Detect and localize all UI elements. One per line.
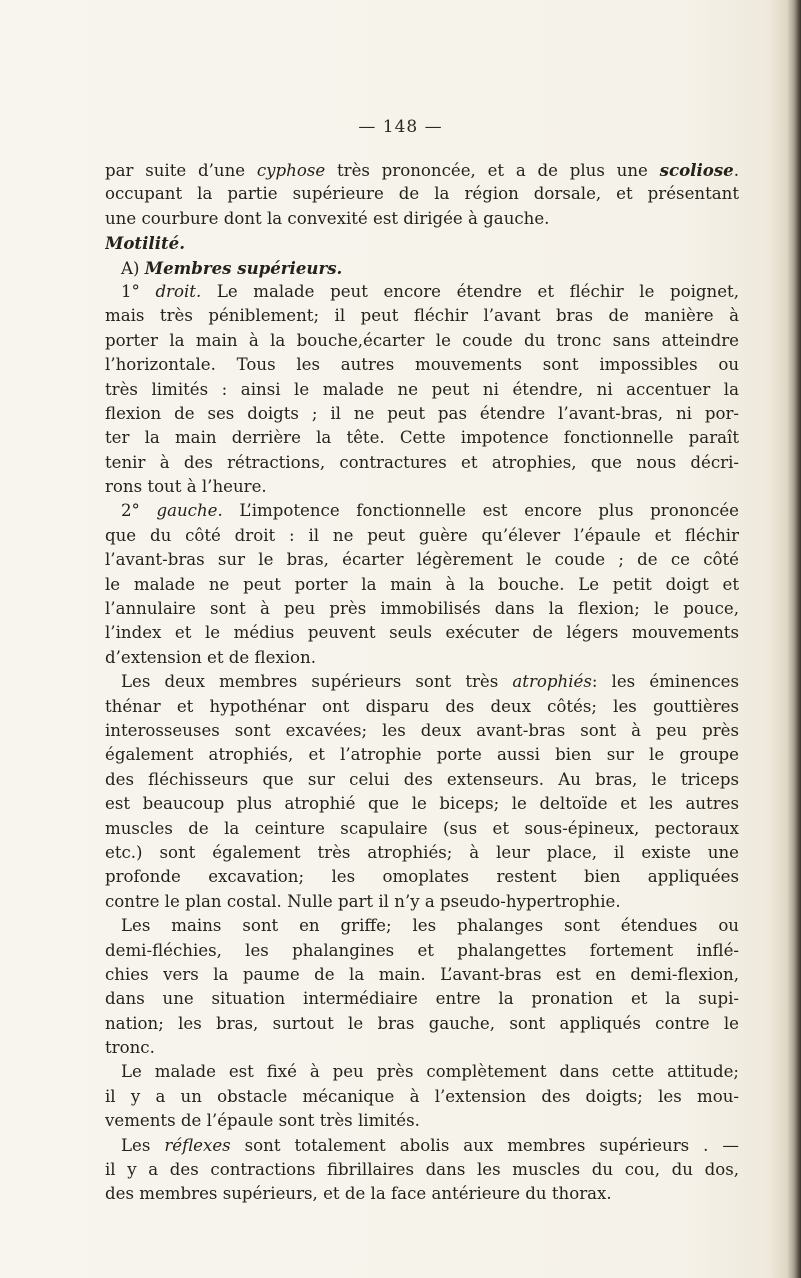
text-line: que du côté droit : il ne peut guère qu’élever l’épaule et fléchir <box>105 525 739 545</box>
text-line: des membres supérieurs, et de la face antérieure du thorax. <box>105 1184 612 1204</box>
text-line: il y a des contractions fibrillaires dans les muscles du cou, du dos, <box>105 1160 739 1180</box>
text-line: très limités : ainsi le malade ne peut ni étendre, ni accentuer la <box>105 379 739 399</box>
text-line: mais très péniblement; il peut fléchir l’avant bras de manière à <box>105 306 739 326</box>
section-heading: Motilité. <box>105 233 186 254</box>
text-line: thénar et hypothénar ont disparu des deux côtés; les gouttières <box>105 696 739 716</box>
text-line: des fléchisseurs que sur celui des extenseurs. Au bras, le triceps <box>105 769 739 789</box>
text-line: tenir à des rétractions, contractures et atrophies, que nous décri- <box>105 452 739 472</box>
text-line: muscles de la ceinture scapulaire (sus et sous-épineux, pectoraux <box>105 818 739 838</box>
text-line: profonde excavation; les omoplates restent bien appliquées <box>105 867 739 887</box>
text-line: Les mains sont en griffe; les phalanges sont étendues ou <box>121 916 739 936</box>
text-line: contre le plan costal. Nulle part il n’y a pseudo-hypertrophie. <box>105 891 621 911</box>
text-line: est beaucoup plus atrophié que le biceps; le deltoïde et les autres <box>105 794 739 814</box>
text-line: porter la main à la bouche,écarter le coude du tronc sans atteindre <box>105 330 739 350</box>
text-line: par suite d’une cyphose très prononcée, et a de plus une scoliose. <box>105 160 739 180</box>
text-line: rons tout à l’heure. <box>105 477 267 497</box>
text-line: il y a un obstacle mécanique à l’extension des doigts; les mou- <box>105 1086 739 1106</box>
text-line: l’horizontale. Tous les autres mouvements sont impossibles ou <box>105 355 739 375</box>
text-line: etc.) sont également très atrophiés; à leur place, il existe une <box>105 842 739 862</box>
text-line: 1° droit. Le malade peut encore étendre et fléchir le poignet, <box>121 281 739 301</box>
text-line: l’avant-bras sur le bras, écarter légèrement le coude ; de ce côté <box>105 550 739 570</box>
text-line: occupant la partie supérieure de la région dorsale, et présentant <box>105 184 739 204</box>
text-line: Les réflexes sont totalement abolis aux membres supérieurs . — <box>121 1135 739 1155</box>
text-line: une courbure dont la convexité est dirigée à gauche. <box>105 208 550 228</box>
text-line: d’extension et de flexion. <box>105 647 317 667</box>
text-line: chies vers la paume de la main. L’avant-bras est en demi-flexion, <box>105 964 739 984</box>
text-line: Le malade est fixé à peu près complètement dans cette attitude; <box>121 1062 739 1082</box>
body-text <box>105 158 739 1207</box>
text-line: nation; les bras, surtout le bras gauche, sont appliqués contre le <box>105 1013 739 1033</box>
text-line: Les deux membres supérieurs sont très atrophiés: les éminences <box>121 672 739 692</box>
text-line: l’annulaire sont à peu près immobilisés dans la flexion; le pouce, <box>105 599 739 619</box>
text-line: interosseuses sont excavées; les deux avant-bras sont à peu près <box>105 720 739 740</box>
text-line: le malade ne peut porter la main à la bouche. Le petit doigt et <box>105 574 739 594</box>
text-line: demi-fléchies, les phalangines et phalangettes fortement inflé- <box>105 940 739 960</box>
page-edge-shadow <box>787 0 801 1278</box>
text-line: ter la main derrière la tête. Cette impotence fonctionnelle paraît <box>105 428 739 448</box>
text-line: également atrophiés, et l’atrophie porte aussi bien sur le groupe <box>105 745 739 765</box>
text-line: tronc. <box>105 1038 155 1058</box>
text-line: flexion de ses doigts ; il ne peut pas étendre l’avant-bras, ni por- <box>105 403 739 423</box>
text-line: 2° gauche. L’impotence fonctionnelle est encore plus prononcée <box>121 501 739 521</box>
subsection-heading: A) Membres supérieurs. <box>121 257 343 278</box>
text-line: l’index et le médius peuvent seuls exécuter de légers mouvements <box>105 623 739 643</box>
text-line: dans une situation intermédiaire entre la pronation et la supi- <box>105 989 739 1009</box>
text-line: vements de l’épaule sont très limités. <box>105 1111 420 1131</box>
page-number: — 148 — <box>358 117 443 137</box>
